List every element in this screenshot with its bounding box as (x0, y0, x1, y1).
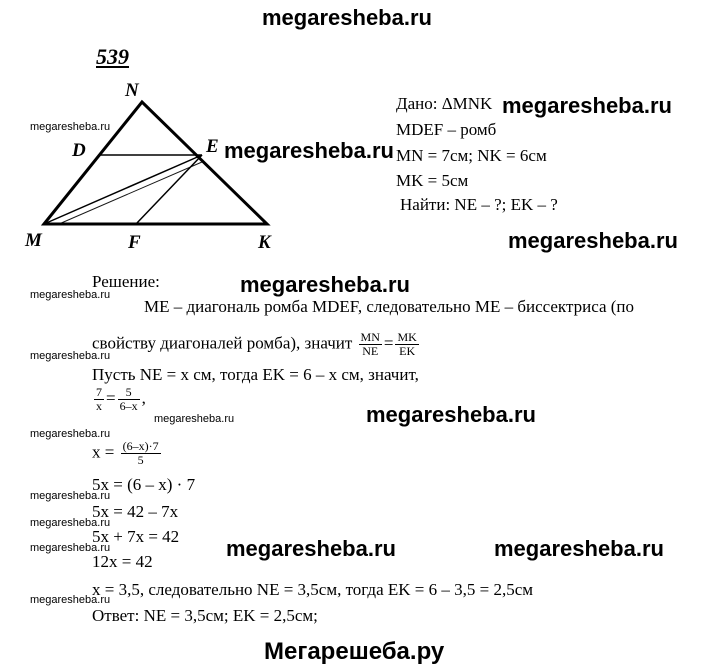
vertex-label-e: E (206, 136, 219, 157)
equals-sign: = (383, 333, 394, 353)
segment-ef (136, 155, 202, 224)
watermark-small-2: megaresheba.ru (30, 289, 111, 301)
solution-line-2 (92, 331, 421, 358)
fraction-denominator: NE (362, 344, 379, 358)
equation-lhs: x = (92, 442, 115, 462)
fraction-denominator: 5 (137, 453, 144, 467)
watermark-right-2: megaresheba.ru (494, 536, 664, 561)
watermark-right-1: megaresheba.ru (508, 228, 678, 253)
fraction-mn-ne (359, 331, 382, 358)
watermark-top: megaresheba.ru (262, 5, 432, 30)
solution-line-7: 12x = 42 (92, 552, 153, 571)
solution-line-1: ME – диагональ ромба MDEF, следовательно ME – биссектриса (по (144, 297, 635, 316)
watermark-small-1: megaresheba.ru (30, 121, 111, 133)
solution-line-5: 5x = 42 – 7x (92, 502, 179, 521)
equation-proportion (92, 386, 146, 413)
given-line-1: Дано: ΔMNK (396, 94, 493, 113)
equation-x-expression (92, 440, 163, 467)
fraction-denominator: EK (399, 344, 416, 358)
watermark-small-8: megaresheba.ru (30, 542, 111, 554)
segment-me (44, 155, 202, 224)
equals-sign: = (106, 388, 116, 408)
vertex-label-n: N (125, 80, 139, 101)
watermark-small-5: megaresheba.ru (30, 428, 111, 440)
problem-number: 539 (96, 44, 129, 69)
fraction-denominator: 6–x (119, 399, 138, 413)
fraction-numerator: 5 (118, 386, 140, 400)
watermark-given: megaresheba.ru (502, 93, 672, 118)
fraction-numerator: (6–x)·7 (122, 439, 159, 453)
solution-line-6: 5x + 7x = 42 (92, 527, 180, 546)
watermark-small-4: megaresheba.ru (154, 413, 235, 425)
fraction-numerator: MN (360, 330, 380, 344)
vertex-label-d: D (72, 140, 86, 161)
fraction-5-6minusx (118, 386, 140, 413)
fraction-numerator: MK (397, 330, 417, 344)
fraction-7-x (94, 386, 104, 413)
triangle-diagram (0, 0, 300, 270)
vertex-label-f: F (128, 232, 141, 253)
solution-line-4: 5x = (6 – x) · 7 (92, 475, 196, 494)
solution-heading: Решение: (92, 272, 160, 291)
given-line-3: MN = 7см; NK = 6см (396, 146, 547, 165)
vertex-label-k: K (258, 232, 271, 253)
watermark-small-7: megaresheba.ru (30, 517, 111, 529)
watermark-mid-1: megaresheba.ru (224, 138, 394, 163)
solution-answer: Ответ: NE = 3,5см; EK = 2,5см; (92, 606, 318, 625)
comma: , (141, 388, 146, 408)
solution-line-2-text: свойству диагоналей ромба), значит (92, 333, 353, 353)
fraction-denominator: x (96, 399, 102, 413)
segment-df (59, 162, 202, 224)
fraction-numerator: 7 (96, 385, 102, 399)
solution-line-3: Пусть NE = x см, тогда EK = 6 – x см, значит, (92, 365, 419, 384)
watermark-small-6: megaresheba.ru (30, 490, 111, 502)
watermark-small-9: megaresheba.ru (30, 594, 111, 606)
given-line-4: MK = 5см (396, 171, 469, 190)
fraction-6minusx-times7-over5 (121, 440, 161, 467)
watermark-small-3: megaresheba.ru (30, 350, 111, 362)
watermark-mid-2: megaresheba.ru (366, 402, 536, 427)
solution-line-8: x = 3,5, следовательно NE = 3,5см, тогда EK = 6 – 3,5 = 2,5см (92, 580, 534, 599)
watermark-solution: megaresheba.ru (240, 272, 410, 297)
given-line-5: Найти: NE – ?; EK – ? (400, 195, 558, 214)
watermark-bottom-brand: Мегарешеба.ру (264, 638, 445, 665)
given-line-2: MDEF – ромб (396, 120, 497, 139)
watermark-mid-3: megaresheba.ru (226, 536, 396, 561)
fraction-mk-ek (395, 331, 418, 358)
vertex-label-m: M (25, 230, 42, 251)
